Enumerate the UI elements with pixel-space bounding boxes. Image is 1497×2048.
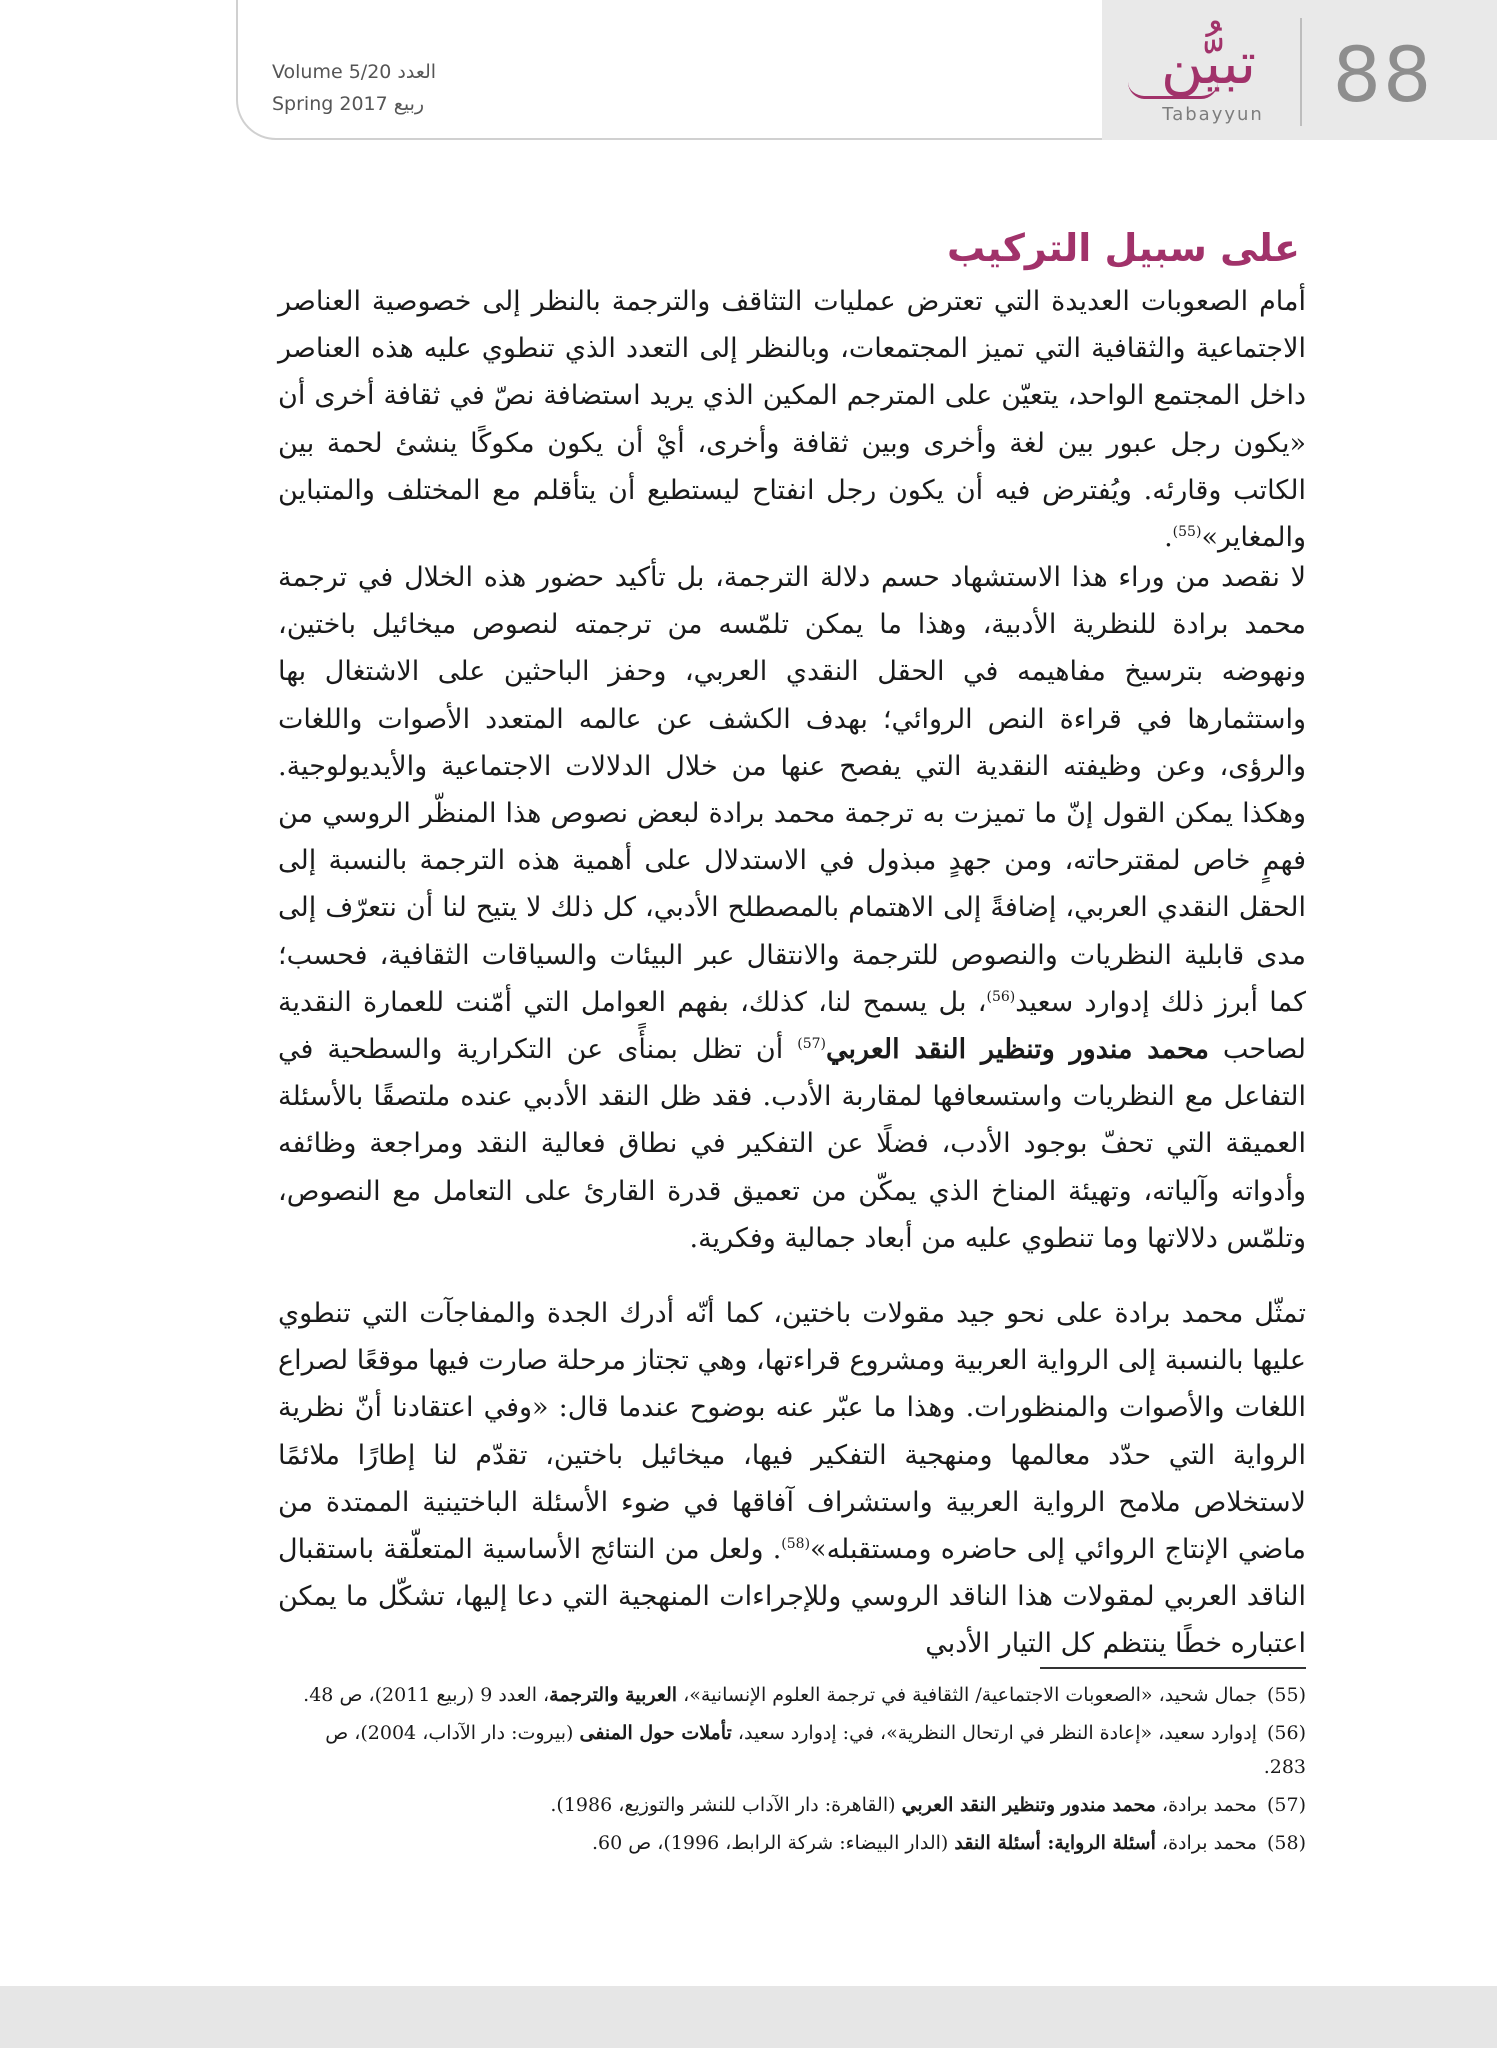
footnote-56 bbox=[278, 1716, 1306, 1784]
footnote-text: (الدار البيضاء: شركة الرابط، 1996)، ص 60. bbox=[591, 1832, 955, 1854]
paragraph-text: ، بل يسمح لنا، كذلك، بفهم العوامل التي أمّنت للعمارة النقدية لصاحب bbox=[278, 986, 1306, 1066]
page-number: 88 bbox=[1332, 30, 1434, 119]
issue-volume: Volume 5/20 العدد bbox=[272, 61, 437, 83]
footnote-number: (55) bbox=[1266, 1684, 1306, 1706]
footnote-source-title: أسئلة الرواية: أسئلة النقد bbox=[954, 1832, 1156, 1854]
paragraph-text: أمام الصعوبات العديدة التي تعترض عمليات التثاقف والترجمة بالنظر إلى خصوصية العناصر الاجتماعية والثقافية التي تميز المجتمعات، وبالنظر إلى التعدد الذي تنطوي عليه هذه العناصر داخل المجتمع الواحد، يتعيّن على المترجم المكين الذي يريد استضافة نصّ في ثقافة أخرى أن «يكون رجل عبور بين لغة وأخرى وبين ثقافة وأخرى، أيْ أن يكون مكوكًا ينشئ لحمة بين الكاتب وقارئه. ويُفترض فيه أن يكون رجل انفتاح ليستطيع أن يتأقلم مع المختلف والمتباين والمغاير» bbox=[278, 286, 1306, 554]
paragraph-3 bbox=[278, 1290, 1306, 1670]
footnote-ref: (58) bbox=[781, 1536, 811, 1553]
header-divider bbox=[1300, 18, 1302, 126]
book-title: محمد مندور وتنظير النقد العربي bbox=[825, 1034, 1209, 1066]
footnotes bbox=[278, 1678, 1306, 1898]
footnote-57 bbox=[278, 1788, 1306, 1822]
footnote-text: محمد برادة، bbox=[1155, 1794, 1257, 1816]
journal-logo-latin: Tabayyun bbox=[1162, 104, 1264, 125]
footnote-ref: (57) bbox=[797, 1036, 826, 1053]
footnote-number: (57) bbox=[1266, 1794, 1306, 1816]
paragraph-1 bbox=[278, 278, 1306, 554]
footnote-55 bbox=[278, 1678, 1306, 1712]
footnote-text: إدوارد سعيد، «إعادة النظر في ارتحال النظرية»، في: إدوارد سعيد، bbox=[731, 1722, 1257, 1744]
section-title: على سبيل التركيب bbox=[947, 226, 1300, 270]
footnote-ref: (55) bbox=[1172, 524, 1202, 541]
footnote-text: (بيروت: دار الآداب، 2004)، ص 283. bbox=[325, 1722, 1306, 1778]
paragraph-text: تمثّل محمد برادة على نحو جيد مقولات باختين، كما أنّه أدرك الجدة والمفاجآت التي تنطوي عليها بالنسبة إلى الرواية العربية ومشروع قراءتها، وهي تجتاز مرحلة صارت فيها موقعًا لصراع اللغات والأصوات والمنظورات. وهذا ما عبّر عنه بوضوح عندما قال: «وفي اعتقادنا أنّ نظرية الرواية التي حدّد معالمها ومنهجية التفكير فيها، ميخائيل باختين، تقدّم لنا إطارًا ملائمًا لاستخلاص ملامح الرواية العربية واستشراف آفاقها في ضوء الأسئلة الباختينية الممتدة من ماضي الإنتاج الروائي إلى حاضره ومستقبله» bbox=[278, 1298, 1306, 1566]
paragraph-text: . ولعل من النتائج الأساسية المتعلّقة باستقبال الناقد العربي لمقولات هذا الناقد الروسي وللإجراءات المنهجية التي دعا إليها، تشكّل ما يمكن اعتباره خطًا ينتظم كل التيار الأدبي bbox=[278, 1534, 1306, 1660]
footnote-number: (58) bbox=[1266, 1832, 1306, 1854]
paragraph-2 bbox=[278, 554, 1306, 1274]
footnote-separator bbox=[1040, 1667, 1306, 1669]
logo-swash bbox=[1128, 82, 1218, 99]
footnote-58 bbox=[278, 1826, 1306, 1860]
footnote-source-title: محمد مندور وتنظير النقد العربي bbox=[901, 1794, 1156, 1816]
footer-band bbox=[0, 1986, 1497, 2048]
footnote-source-title: تأملات حول المنفى bbox=[579, 1722, 732, 1744]
footnote-source-title: العربية والترجمة bbox=[549, 1684, 678, 1706]
footnote-text: (القاهرة: دار الآداب للنشر والتوزيع، 1986). bbox=[550, 1794, 902, 1816]
footnote-text: محمد برادة، bbox=[1155, 1832, 1257, 1854]
issue-season: Spring 2017 ربيع bbox=[272, 93, 425, 115]
journal-logo: تبيُّن bbox=[1160, 29, 1257, 97]
footnote-text: ، العدد 9 (ربيع 2011)، ص 48. bbox=[303, 1684, 550, 1706]
footnote-ref: (56) bbox=[986, 988, 1016, 1005]
paragraph-text: أن تظل بمنأًى عن التكرارية والسطحية في التفاعل مع النظريات واستسعافها لمقاربة الأدب. فقد ظل النقد الأدبي عنده ملتصقًا بالأسئلة العميقة التي تحفّ بوجود الأدب، فضلًا عن التفكير في نطاق فعالية النقد ومراجعة وظائفه وأدواته وآلياته، وتهيئة المناخ الذي يمكّن من تعميق قدرة القارئ على التعامل مع النصوص، وتلمّس دلالاتها وما تنطوي عليه من أبعاد جمالية وفكرية. bbox=[278, 1034, 1306, 1254]
paragraph-text: . bbox=[1164, 522, 1173, 554]
paragraph-text: لا نقصد من وراء هذا الاستشهاد حسم دلالة الترجمة، بل تأكيد حضور هذه الخلال في ترجمة محمد برادة للنظرية الأدبية، وهذا ما يمكن تلمّسه من ترجمته لنصوص ميخائيل باختين، ونهوضه بترسيخ مفاهيمه في الحقل النقدي العربي، وحفز الباحثين على الاشتغال بها واستثمارها في قراءة النص الروائي؛ بهدف الكشف عن عالمه المتعدد الأصوات واللغات والرؤى، وعن وظيفته النقدية التي يفصح عنها من خلال الدلالات الاجتماعية والأيديولوجية. وهكذا يمكن القول إنّ ما تميزت به ترجمة محمد برادة لبعض نصوص هذا المنظّر الروسي من فهمٍ خاص لمقترحاته، ومن جهدٍ مبذول في الاستدلال على أهمية هذه الترجمة بالنسبة إلى الحقل النقدي العربي، إضافةً إلى الاهتمام بالمصطلح الأدبي، كل ذلك لا يتيح لنا أن نتعرّف إلى مدى قابلية النظريات والنصوص للترجمة والانتقال عبر البيئات والسياقات الثقافية، فحسب؛ كما أبرز ذلك إدوارد سعيد bbox=[278, 562, 1306, 1018]
footnote-number: (56) bbox=[1266, 1722, 1306, 1744]
footnote-text: جمال شحيد، «الصعوبات الاجتماعية/ الثقافية في ترجمة العلوم الإنسانية»، bbox=[677, 1684, 1257, 1706]
